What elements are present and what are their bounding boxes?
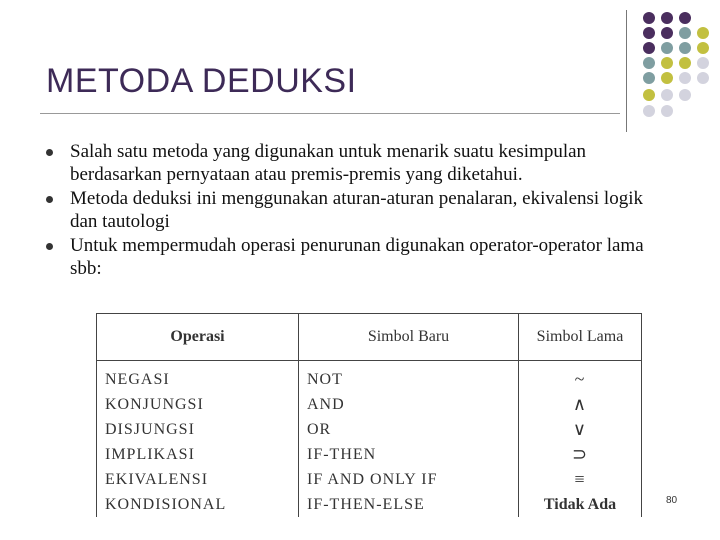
cell-operasi: EKIVALENSI bbox=[97, 467, 299, 492]
header-simbol-baru: Simbol Baru bbox=[299, 314, 519, 361]
cell-operasi: KONDISIONAL bbox=[97, 492, 299, 517]
cell-simbol-lama: ~ bbox=[519, 361, 642, 393]
table-row bbox=[97, 392, 642, 417]
cell-simbol-lama: ≡ bbox=[519, 467, 642, 492]
cell-simbol-baru: IF AND ONLY IF bbox=[299, 467, 519, 492]
cell-simbol-baru: OR bbox=[299, 417, 519, 442]
cell-simbol-baru: NOT bbox=[299, 361, 519, 393]
cell-simbol-lama: ∨ bbox=[519, 417, 642, 442]
title-underline bbox=[40, 113, 620, 114]
bullet-item bbox=[46, 140, 666, 186]
cell-simbol-lama: Tidak Ada bbox=[519, 492, 642, 517]
bullet-icon bbox=[46, 243, 53, 250]
header-operasi: Operasi bbox=[97, 314, 299, 361]
bullet-text: Untuk mempermudah operasi penurunan digunakan operator-operator lama sbb: bbox=[70, 235, 644, 279]
operator-table bbox=[96, 313, 642, 517]
cell-operasi: NEGASI bbox=[97, 361, 299, 393]
cell-simbol-lama: ∧ bbox=[519, 392, 642, 417]
bullet-text: Metoda deduksi ini menggunakan aturan-aturan penalaran, ekivalensi logik dan tautologi bbox=[70, 188, 643, 232]
cell-operasi: IMPLIKASI bbox=[97, 442, 299, 467]
table-header-row bbox=[97, 314, 642, 361]
bullet-item bbox=[46, 234, 666, 280]
cell-simbol-baru: IF-THEN bbox=[299, 442, 519, 467]
vertical-divider bbox=[626, 10, 627, 132]
cell-simbol-baru: IF-THEN-ELSE bbox=[299, 492, 519, 517]
header-simbol-lama: Simbol Lama bbox=[519, 314, 642, 361]
table-row bbox=[97, 442, 642, 467]
cell-operasi: DISJUNGSI bbox=[97, 417, 299, 442]
cell-operasi: KONJUNGSI bbox=[97, 392, 299, 417]
bullet-icon bbox=[46, 196, 53, 203]
page-number: 80 bbox=[666, 495, 678, 506]
table-row bbox=[97, 467, 642, 492]
bullet-list bbox=[46, 140, 666, 281]
table-row bbox=[97, 417, 642, 442]
cell-simbol-lama: ⊃ bbox=[519, 442, 642, 467]
bullet-text: Salah satu metoda yang digunakan untuk menarik suatu kesimpulan berdasarkan pernyataan atau premis-premis yang diketahui. bbox=[70, 141, 587, 185]
slide-title: METODA DEDUKSI bbox=[46, 62, 357, 100]
table-row bbox=[97, 492, 642, 517]
cell-simbol-baru: AND bbox=[299, 392, 519, 417]
bullet-item bbox=[46, 187, 666, 233]
bullet-icon bbox=[46, 149, 53, 156]
table-row bbox=[97, 361, 642, 393]
